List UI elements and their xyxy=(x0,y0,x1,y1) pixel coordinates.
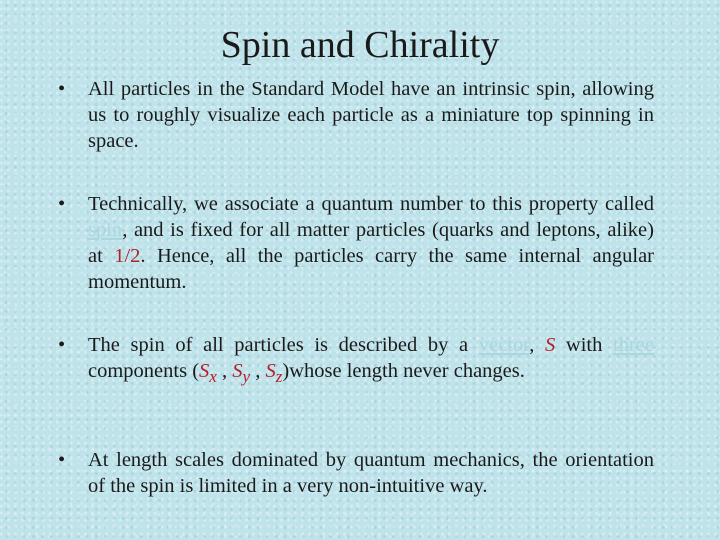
component-sy: $S_y$ xyxy=(232,360,251,387)
bullet-dot: • xyxy=(58,193,66,215)
bullet-text xyxy=(88,332,654,390)
spin-value-half: 1/2 xyxy=(114,245,141,267)
text-run: , xyxy=(216,360,233,382)
bullet-text: At length scales dominated by quantum mechanics, the orientation of the spin is limited in a very non-intuitive way. xyxy=(88,449,654,497)
slide-title: Spin and Chirality xyxy=(220,24,500,66)
bullet-spin-orientation xyxy=(58,447,654,499)
bullet-spin-vector xyxy=(58,332,654,390)
text-run: , xyxy=(250,360,266,382)
text-run: , and is fixed for all matter particles (quarks and leptons, alike) at xyxy=(88,219,654,267)
spin-vector-symbol: S xyxy=(545,334,556,356)
component-sz: $S_z$ xyxy=(265,360,283,387)
bullet-dot: • xyxy=(58,334,66,356)
component-sx: $S_x$ xyxy=(199,360,217,387)
bullet-spin-quantum-number xyxy=(58,191,654,295)
text-run: )whose length never changes. xyxy=(282,360,525,382)
spin-link[interactable]: spin xyxy=(88,219,123,241)
bullet-text xyxy=(88,76,654,154)
bullet-dot: • xyxy=(58,78,66,100)
bullet-spin-intro xyxy=(58,76,654,154)
bullet-dot: • xyxy=(58,449,66,471)
bullet-text xyxy=(88,191,654,295)
spin-term: spin xyxy=(536,78,571,100)
text-run: , xyxy=(529,334,546,356)
text-run: All particles in the Standard Model have an intrinsic xyxy=(88,78,537,100)
text-run: . Hence, all the particles carry the same internal angular momentum. xyxy=(88,245,654,293)
vector-link[interactable]: vector xyxy=(478,334,530,356)
three-link[interactable]: three xyxy=(613,334,655,356)
text-run: components ( xyxy=(88,360,200,382)
text-run: with xyxy=(555,334,614,356)
text-run: Technically, we associate a quantum number to this property called xyxy=(88,193,654,215)
text-run: , allowing us to roughly visualize each particle as a miniature top spinning in space. xyxy=(88,78,655,152)
text-run: The spin of all particles is described by a xyxy=(88,334,479,356)
